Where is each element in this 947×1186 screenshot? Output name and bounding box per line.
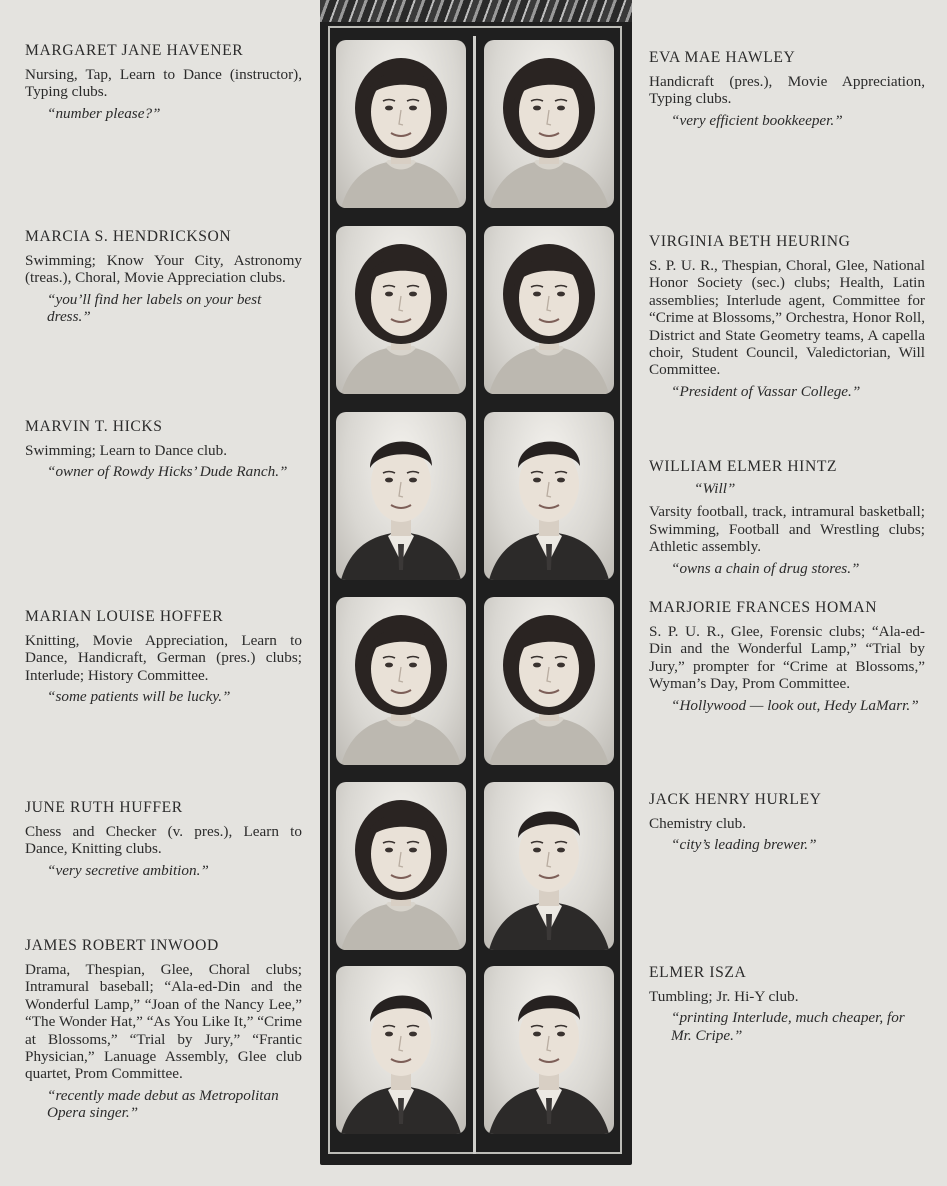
student-quote: “owner of Rowdy Hicks’ Dude Ranch.” <box>47 463 288 481</box>
student-quote: “very efficient bookkeeper.” <box>671 111 843 129</box>
student-activities: Varsity football, track, intramural basketball; Swimming, Football and Wrestling clubs; Athletic assembly. <box>649 503 925 556</box>
strip-divider <box>473 36 476 1154</box>
student-activities: S. P. U. R., Thespian, Choral, Glee, National Honor Society (sec.) clubs; Health, Latin assemblies; Interlude agent, Committee for “Crime at Blossoms,” Orchestra, Honor Roll, District and State Geometry teams, A capella choir, Student Council, Valedictorian, Will Committee. <box>649 257 925 379</box>
student-name: VIRGINIA BETH HEURING <box>649 233 851 250</box>
student-quote: “you’ll find her labels on your best dress.” <box>47 290 262 326</box>
senior-entry-havener <box>25 42 302 122</box>
student-quote: “number please?” <box>47 104 161 122</box>
portrait-photo-hurley <box>484 782 614 950</box>
student-name: EVA MAE HAWLEY <box>649 49 796 66</box>
senior-entry-heuring <box>649 233 925 400</box>
student-activities: Knitting, Movie Appreciation, Learn to Dance, Handicraft, German (pres.) clubs; Interlude; History Committee. <box>25 632 302 684</box>
student-name: MARCIA S. HENDRICKSON <box>25 228 232 245</box>
senior-entry-isza <box>649 964 925 1044</box>
student-quote: “printing Interlude, much cheaper, for Mr. Cripe.” <box>671 1009 905 1044</box>
student-name: MARJORIE FRANCES HOMAN <box>649 599 878 616</box>
portrait-photo-hoffer <box>336 597 466 765</box>
student-name: JACK HENRY HURLEY <box>649 791 822 808</box>
student-name: ELMER ISZA <box>649 964 747 981</box>
senior-entry-hendrickson <box>25 228 302 326</box>
student-activities: Swimming; Learn to Dance club. <box>25 442 228 459</box>
senior-entry-huffer <box>25 799 302 879</box>
student-name: MARGARET JANE HAVENER <box>25 42 244 59</box>
student-quote: “recently made debut as Metropolitan Opera singer.” <box>47 1086 279 1122</box>
photo-strip <box>320 0 632 1165</box>
student-activities: Swimming; Know Your City, Astronomy (treas.), Choral, Movie Appreciation clubs. <box>25 252 302 287</box>
senior-entry-hicks <box>25 418 302 481</box>
student-name: MARVIN T. HICKS <box>25 418 163 435</box>
student-activities: Handicraft (pres.), Movie Appreciation, Typing clubs. <box>649 73 925 108</box>
portrait-photo-hicks <box>336 412 466 580</box>
student-quote: “very secretive ambition.” <box>47 861 209 879</box>
portrait-photo-isza <box>484 966 614 1134</box>
student-quote: “President of Vassar College.” <box>671 382 861 400</box>
student-quote: “owns a chain of drug stores.” <box>671 559 860 577</box>
student-activities: Tumbling; Jr. Hi-Y club. <box>649 988 799 1005</box>
senior-entry-hintz <box>649 458 925 577</box>
portrait-photo-havener <box>336 40 466 208</box>
student-name: JUNE RUTH HUFFER <box>25 799 183 816</box>
senior-entry-inwood <box>25 937 302 1122</box>
senior-entry-homan <box>649 599 925 714</box>
portrait-photo-inwood <box>336 966 466 1134</box>
student-name: JAMES ROBERT INWOOD <box>25 937 219 954</box>
student-quote: “Hollywood — look out, Hedy LaMarr.” <box>671 696 919 714</box>
portrait-photo-hawley <box>484 40 614 208</box>
student-quote: “city’s leading brewer.” <box>671 836 817 854</box>
student-activities: Chess and Checker (v. pres.), Learn to Dance, Knitting clubs. <box>25 823 302 858</box>
student-activities: Drama, Thespian, Glee, Choral clubs; Intramural baseball; “Ala-ed-Din and the Wonderful Lamp,” “Joan of the Nancy Lee,” “The Wonder Hat,” “As You Like It,” “Crime at Blossoms,” “Trial by Jury,” “Frantic Physician,” Lanuage Assembly, Glee club quartet, Prom Committee. <box>25 961 302 1083</box>
student-nickname: “Will” <box>694 480 736 497</box>
senior-entry-hurley <box>649 791 925 854</box>
student-activities: Nursing, Tap, Learn to Dance (instructor), Typing clubs. <box>25 66 302 101</box>
student-quote: “some patients will be lucky.” <box>47 688 231 706</box>
senior-entry-hawley <box>649 49 925 129</box>
portrait-photo-hintz <box>484 412 614 580</box>
portrait-photo-hendrickson <box>336 226 466 394</box>
student-activities: S. P. U. R., Glee, Forensic clubs; “Ala-ed-Din and the Wonderful Lamp,” “Trial by Jury,” prompter for “Crime at Blossoms,” Wyman’s Day, Prom Committee. <box>649 623 925 693</box>
student-activities: Chemistry club. <box>649 815 747 832</box>
student-name: MARIAN LOUISE HOFFER <box>25 608 224 625</box>
portrait-photo-huffer <box>336 782 466 950</box>
decorative-header-art <box>320 0 632 22</box>
portrait-photo-heuring <box>484 226 614 394</box>
senior-entry-hoffer <box>25 608 302 706</box>
student-name: WILLIAM ELMER HINTZ <box>649 458 838 475</box>
portrait-photo-homan <box>484 597 614 765</box>
